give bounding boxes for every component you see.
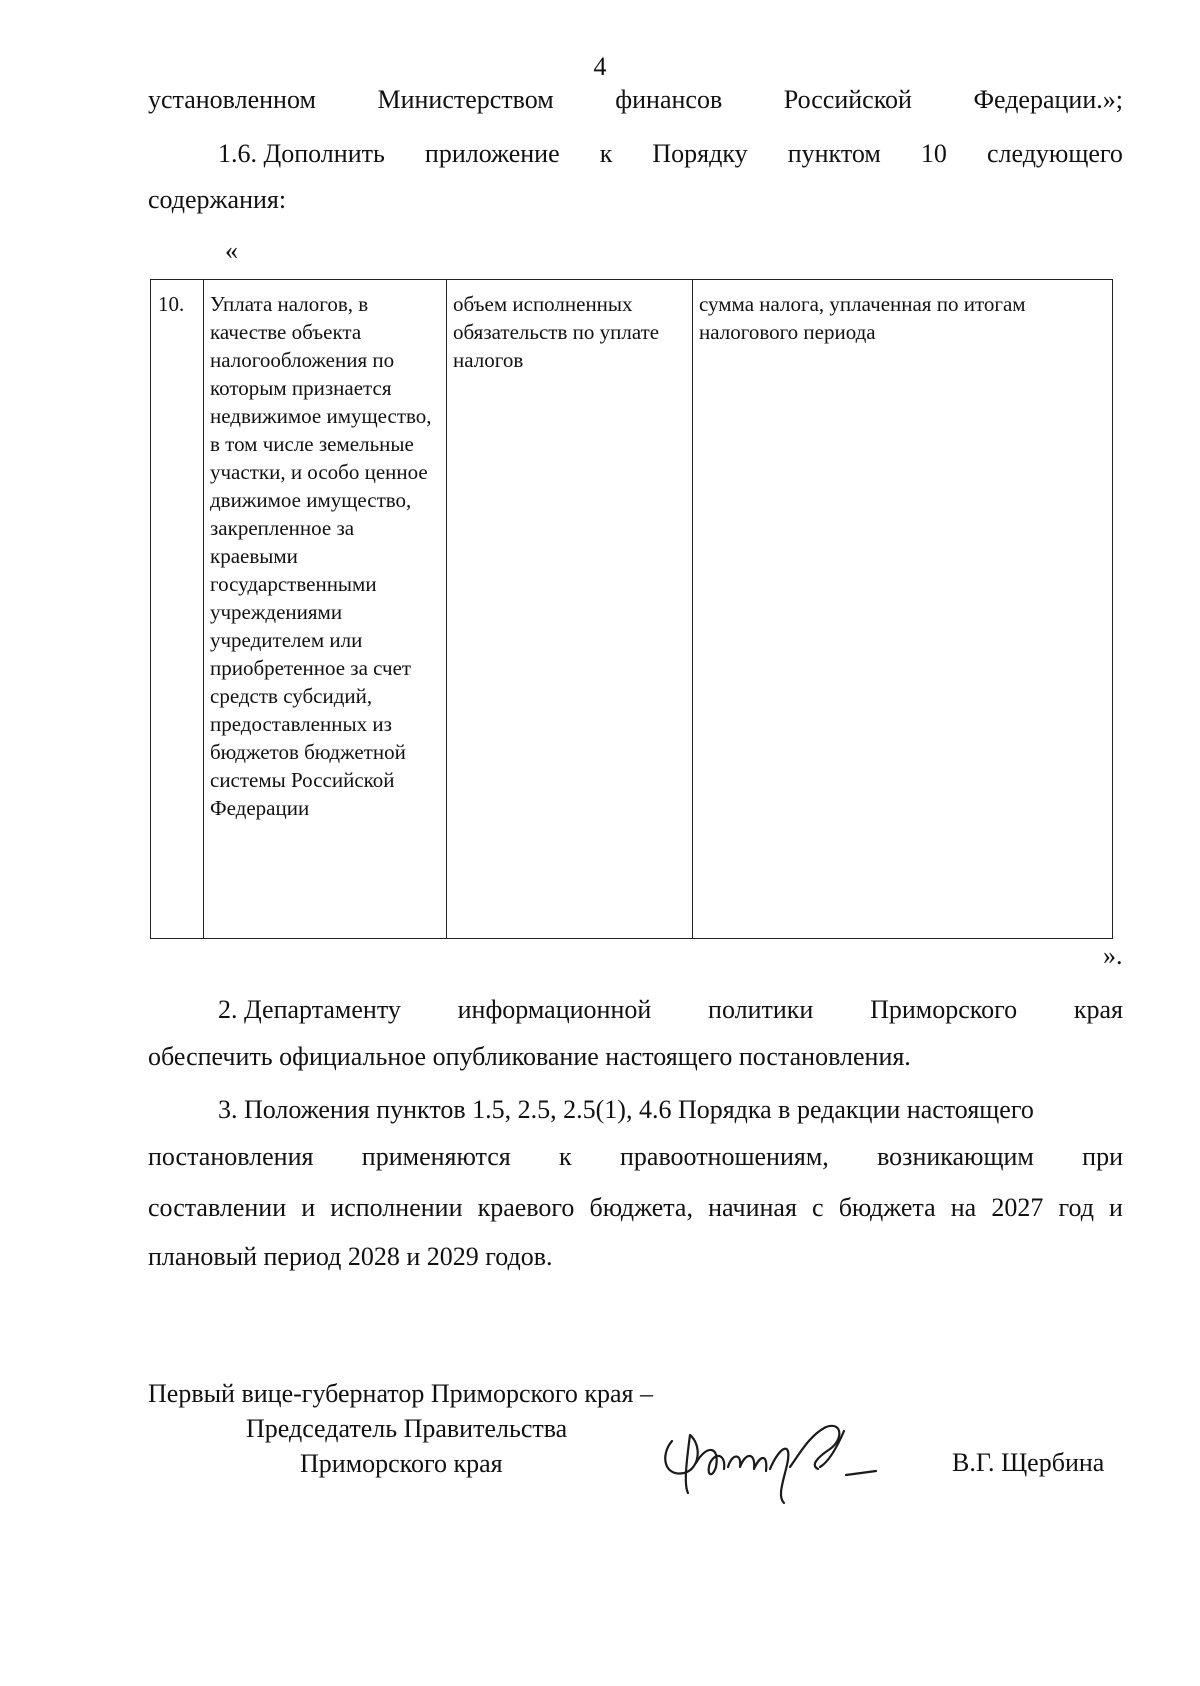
handwritten-signature — [650, 1405, 910, 1515]
word: информационной — [457, 995, 652, 1024]
table-row — [151, 280, 1113, 939]
word: к — [599, 139, 613, 168]
word: к — [559, 1142, 572, 1171]
word: 1.6. Дополнить — [218, 139, 385, 168]
word: возникающим — [877, 1142, 1034, 1171]
cell-indicator: объем исполненных обязательств по уплате налогов — [447, 280, 693, 939]
word: на — [950, 1193, 977, 1222]
word: края — [1073, 995, 1123, 1024]
word: применяются — [361, 1142, 511, 1171]
quote-open: « — [225, 236, 238, 265]
word: 2027 — [991, 1193, 1044, 1222]
word: при — [1082, 1142, 1123, 1171]
word: составлении — [148, 1193, 287, 1222]
paragraph-3-line: 3. Положения пунктов 1.5, 2.5, 2.5(1), 4.6 Порядка в редакции настоящего — [218, 1095, 1034, 1124]
word: начиная — [708, 1193, 797, 1222]
word: Федерации.»; — [973, 85, 1123, 114]
paragraph-line — [148, 84, 1123, 116]
signer-title-line1: Первый вице-губернатор Приморского края – — [148, 1379, 653, 1408]
paragraph-2-line — [218, 994, 1123, 1026]
row-number: 10. — [151, 280, 204, 939]
word: с — [812, 1193, 824, 1222]
word: Российской — [783, 85, 912, 114]
signer-name: В.Г. Щербина — [952, 1448, 1105, 1477]
word: установленном — [148, 85, 316, 114]
word: 10 — [920, 139, 947, 168]
cell-calculation: сумма налога, уплаченная по итогам налогового периода — [693, 280, 1113, 939]
paragraph-3-line4: плановый период 2028 и 2029 годов. — [148, 1242, 553, 1271]
word: бюджета — [838, 1193, 936, 1222]
quote-close: ». — [1103, 941, 1123, 970]
word: следующего — [986, 139, 1123, 168]
word: и — [1109, 1193, 1123, 1222]
word: правоотношениям, — [619, 1142, 829, 1171]
word: и — [301, 1193, 316, 1222]
word: краевого — [477, 1193, 575, 1222]
word: политики — [708, 995, 814, 1024]
word: постановления — [148, 1142, 314, 1171]
word: Приморского — [870, 995, 1018, 1024]
word: исполнении — [330, 1193, 463, 1222]
word: бюджета, — [589, 1193, 693, 1222]
paragraph-3-line3 — [148, 1192, 1123, 1224]
word: 2. Департаменту — [218, 995, 401, 1024]
amendment-table — [150, 279, 1113, 939]
paragraph-1-6-line2: содержания: — [148, 185, 287, 214]
word: финансов — [615, 85, 723, 114]
paragraph-2-line2: обеспечить официальное опубликование настоящего постановления. — [148, 1042, 911, 1071]
signer-title-line2: Председатель Правительства — [246, 1414, 568, 1443]
word: Министерством — [377, 85, 554, 114]
word: год — [1058, 1193, 1094, 1222]
paragraph-3-line2 — [148, 1141, 1123, 1173]
word: пунктом — [787, 139, 881, 168]
signer-title-line3: Приморского края — [300, 1449, 503, 1478]
word: приложение — [424, 139, 560, 168]
paragraph-1-6-line — [218, 138, 1123, 170]
page-number: 4 — [593, 52, 607, 81]
word: Порядку — [652, 139, 748, 168]
cell-expense-type: Уплата налогов, в качестве объекта налогообложения по которым признается недвижимое имущество, в том числе земельные участки, и особо ценное движимое имущество, закрепленное за краевыми государственными учреждениями учредителем или приобретенное за счет средств субсидий, предоставленных из бюджетов бюджетной системы Российской Федерации — [204, 280, 447, 939]
